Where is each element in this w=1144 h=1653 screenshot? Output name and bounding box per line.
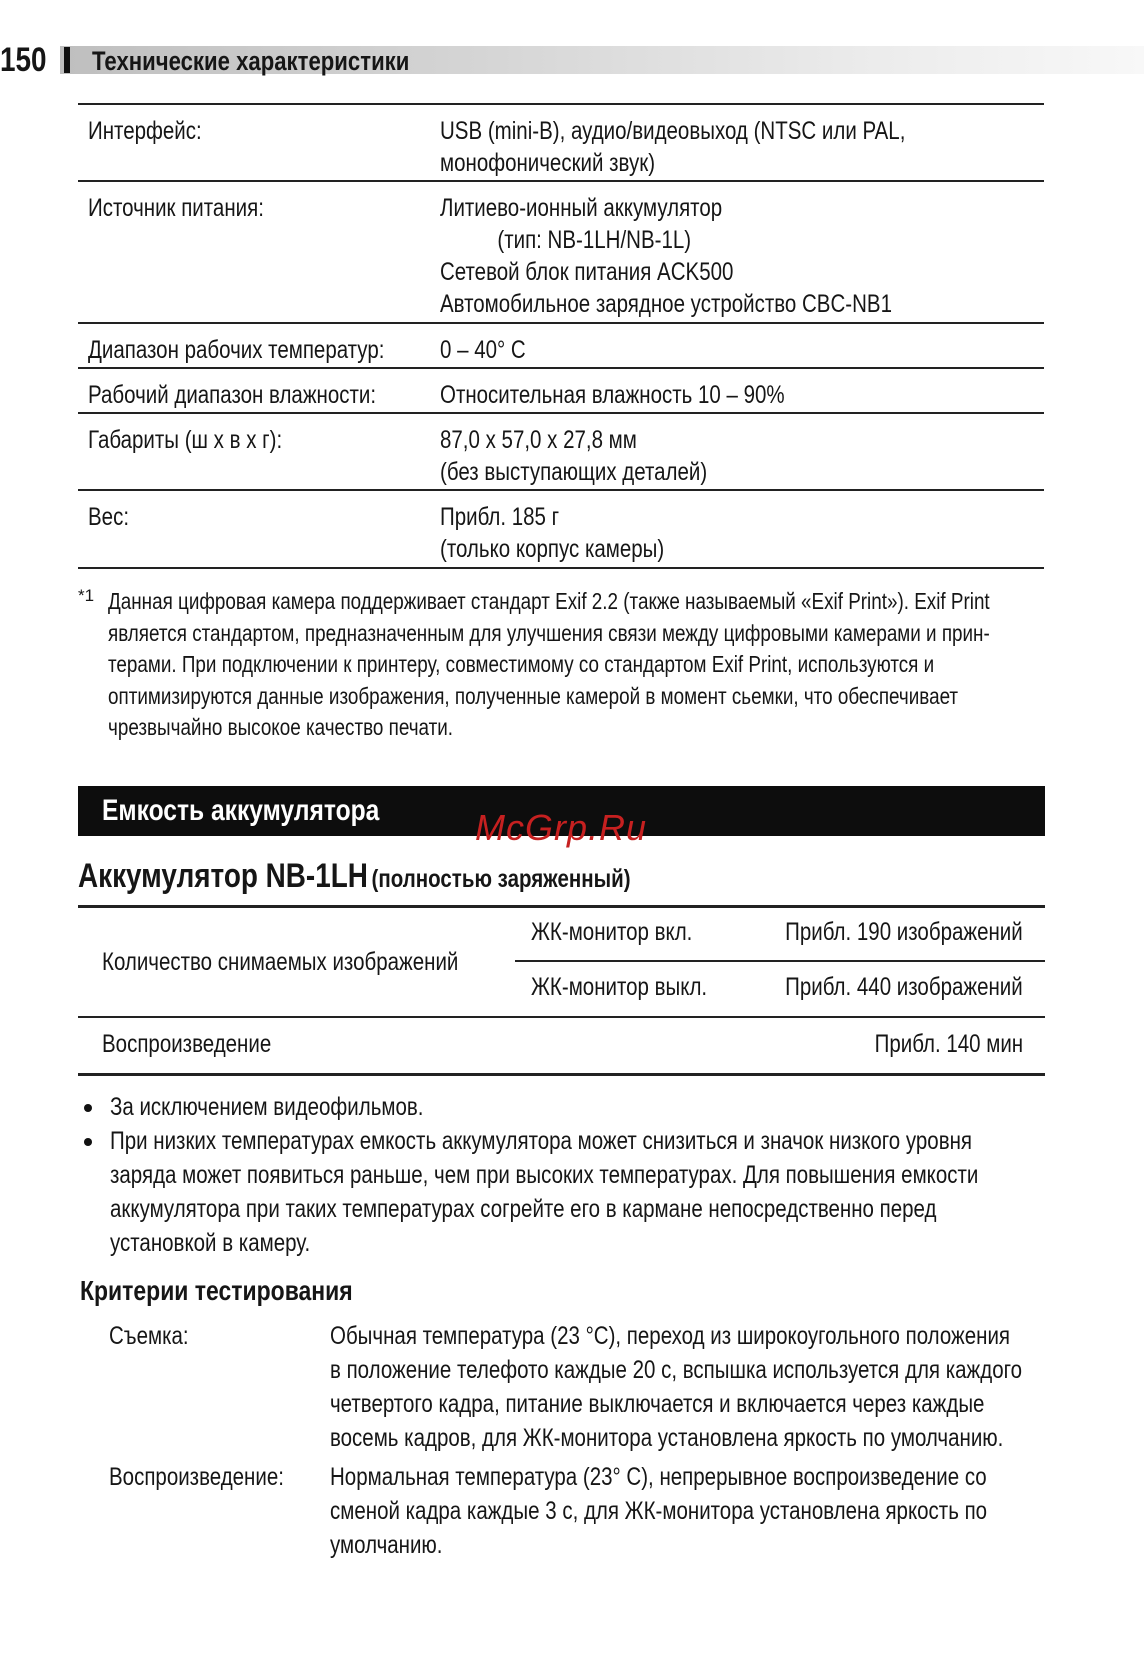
criteria-text-playback bbox=[330, 1460, 1002, 1562]
spec-row-power bbox=[78, 182, 1044, 324]
list-item-line: За исключением видеофильмов. bbox=[110, 1093, 424, 1121]
spec-value-line: (тип: NB-1LH/NB-1L) bbox=[497, 226, 692, 254]
page-number: 150 bbox=[0, 41, 47, 79]
footnote-line: является стандартом, предназначенным для улучшения связи между цифровыми камерами и прин- bbox=[108, 619, 990, 646]
table-rule-bottom bbox=[78, 1073, 1045, 1076]
spec-value-line: USB (mini-B), аудио/видеовыход (NTSC или PAL, bbox=[440, 117, 906, 145]
battery-name: Аккумулятор NB-1LH bbox=[78, 857, 368, 895]
criteria-line: умолчанию. bbox=[330, 1531, 443, 1559]
list-item-line: заряда может появиться раньше, чем при высоких температурах. Для повышения емкости bbox=[110, 1161, 979, 1189]
spec-row-weight bbox=[78, 491, 1044, 569]
header-title: Технические характеристики bbox=[92, 46, 410, 76]
spec-value-line: Прибл. 185 г bbox=[440, 503, 560, 531]
playback-label: Воспроизведение bbox=[102, 1030, 272, 1058]
list-item-text bbox=[110, 1124, 1045, 1260]
footnote-marker: *1 bbox=[78, 586, 95, 605]
spec-value-line: (без выступающих деталей) bbox=[440, 458, 708, 486]
spec-label: Источник питания: bbox=[88, 194, 264, 222]
criteria-line: восемь кадров, для ЖК-монитора установлена яркость по умолчанию. bbox=[330, 1424, 1004, 1452]
spec-value-line: 87,0 x 57,0 x 27,8 мм bbox=[440, 426, 637, 454]
lcd-on-condition: ЖК-монитор вкл. bbox=[531, 918, 693, 946]
spec-value bbox=[440, 424, 707, 488]
list-item bbox=[84, 1090, 1044, 1124]
lcd-off-value: Прибл. 440 изображений bbox=[785, 973, 1023, 1001]
spec-value-line: Литиево-ионный аккумулятор bbox=[440, 194, 723, 222]
spec-label: Диапазон рабочих температур: bbox=[88, 336, 385, 364]
spec-row-humidity bbox=[78, 369, 1044, 414]
criteria-line: сменой кадра каждые 3 с, для ЖК-монитора установлена яркость по bbox=[330, 1497, 988, 1525]
spec-row-temperature bbox=[78, 324, 1044, 369]
table-rule-middle bbox=[78, 1016, 1045, 1018]
criteria-label-playback: Воспроизведение: bbox=[109, 1463, 284, 1491]
list-item-text bbox=[110, 1090, 1045, 1124]
shots-label: Количество снимаемых изображений bbox=[102, 948, 459, 976]
table-rule-top bbox=[78, 905, 1045, 908]
section-title: Емкость аккумулятора bbox=[102, 794, 380, 827]
list-item bbox=[84, 1124, 1044, 1260]
playback-value: Прибл. 140 мин bbox=[874, 1030, 1023, 1058]
spec-value-line: Автомобильное зарядное устройство CBC-NB1 bbox=[440, 290, 892, 318]
spec-value bbox=[440, 115, 905, 179]
criteria-line: четвертого кадра, питание выключается и включается через каждые bbox=[330, 1390, 985, 1418]
spec-label: Габариты (ш х в х г): bbox=[88, 426, 283, 454]
footnote-line: Данная цифровая камера поддерживает стандарт Exif 2.2 (также называемый «Exif Print»). Exif Print bbox=[108, 588, 990, 614]
spec-row-dimensions bbox=[78, 414, 1044, 491]
watermark: McGrp.Ru bbox=[475, 807, 648, 848]
table-rule-inner bbox=[515, 960, 1045, 962]
spec-label: Рабочий диапазон влажности: bbox=[88, 381, 377, 409]
list-item-line: При низких температурах емкость аккумулятора может снизиться и значок низкого уровня bbox=[110, 1127, 973, 1155]
spec-value-line: монофонический звук) bbox=[440, 149, 656, 177]
spec-table bbox=[78, 103, 1044, 569]
footnote-line: чрезвычайно высокое качество печати. bbox=[108, 714, 454, 740]
criteria-line: Обычная температура (23 °C), переход из широкоугольного положения bbox=[330, 1322, 1011, 1350]
spec-value bbox=[440, 334, 526, 366]
notes-list bbox=[84, 1090, 1044, 1260]
list-item-line: аккумулятора при таких температурах согрейте его в кармане непосредственно перед bbox=[110, 1195, 937, 1223]
footnote-line: терами. При подключении к принтеру, совместимому со стандартом Exif Print, используются и bbox=[108, 651, 935, 677]
battery-note: (полностью заряженный) bbox=[371, 865, 631, 893]
capacity-table bbox=[78, 905, 1045, 1077]
spec-value bbox=[440, 379, 785, 411]
criteria-line: Нормальная температура (23° C), непрерывное воспроизведение со bbox=[330, 1463, 987, 1491]
spec-value-line: 0 – 40° C bbox=[440, 336, 526, 364]
spec-label: Интерфейс: bbox=[88, 117, 202, 145]
page-header bbox=[0, 42, 1144, 78]
bullet-icon bbox=[84, 1104, 92, 1112]
spec-value bbox=[440, 192, 892, 320]
criteria-label-shooting: Съемка: bbox=[109, 1322, 189, 1350]
spec-value bbox=[440, 501, 664, 565]
spec-value-line: Относительная влажность 10 – 90% bbox=[440, 381, 785, 409]
bullet-icon bbox=[84, 1138, 92, 1146]
spec-value-line: (только корпус камеры) bbox=[440, 535, 665, 563]
footnote-line: оптимизируются данные изображения, полученные камерой в момент сьемки, что обеспечивает bbox=[108, 682, 959, 709]
header-divider-bar bbox=[64, 47, 70, 73]
spec-label: Вес: bbox=[88, 503, 130, 531]
lcd-on-value: Прибл. 190 изображений bbox=[785, 918, 1023, 946]
criteria-line: в положение телефото каждые 20 с, вспышка используется для каждого bbox=[330, 1356, 1023, 1384]
battery-heading bbox=[78, 857, 631, 895]
criteria-text-shooting bbox=[330, 1319, 1023, 1455]
lcd-off-condition: ЖК-монитор выкл. bbox=[531, 973, 708, 1001]
spec-value-line: Сетевой блок питания ACK500 bbox=[440, 258, 734, 286]
criteria-heading: Критерии тестирования bbox=[80, 1275, 353, 1306]
list-item-line: установкой в камеру. bbox=[110, 1229, 311, 1257]
spec-row-interface bbox=[78, 105, 1044, 182]
footnote-text bbox=[108, 586, 1067, 744]
